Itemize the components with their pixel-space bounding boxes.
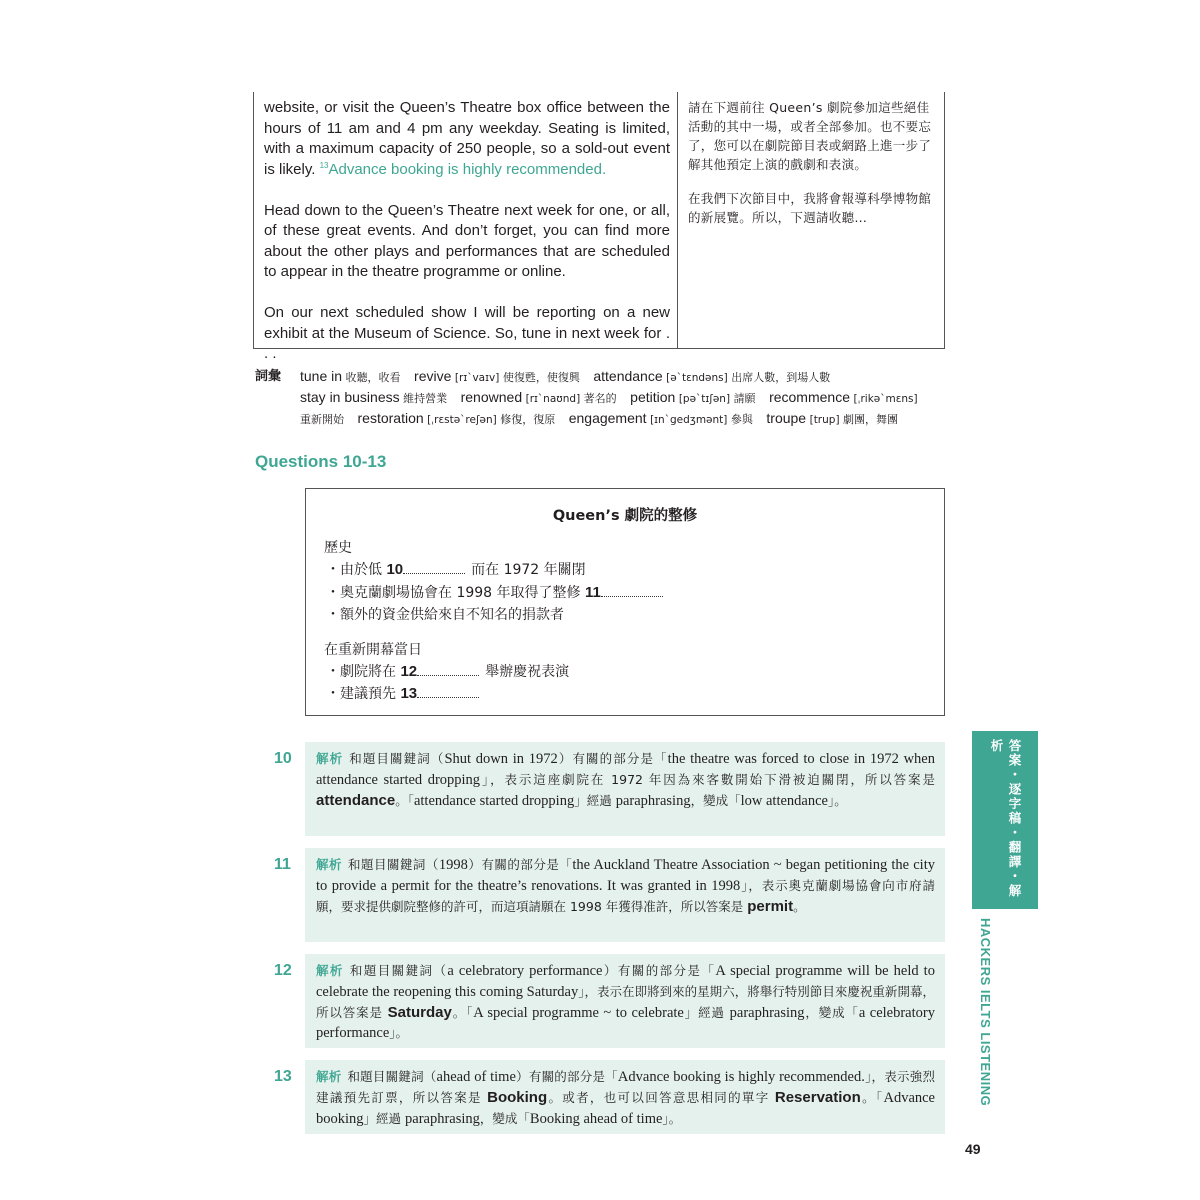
transcript-english: [264, 98, 670, 385]
vocab-phon: [ˌrikəˋmɛns]: [853, 393, 918, 405]
left-border: [253, 92, 254, 348]
vocab-word: attendance: [593, 368, 663, 384]
vocab-word: revive: [414, 368, 452, 384]
explanation-text: Booking ahead of time: [529, 1110, 663, 1127]
note-item: ・額外的資金供給來自不知名的捐款者: [326, 607, 564, 623]
explanation-text: the theatre was forced to close in 1972 when attendance started dropping: [316, 751, 935, 788]
explanation-text: 和題目關鍵詞（: [347, 1069, 437, 1084]
vocab-word: recommence: [769, 389, 850, 405]
answer-blank[interactable]: [417, 663, 479, 676]
explanation-text: A special programme will be held to celebrate the reopening this coming Saturday: [316, 963, 935, 1000]
questions-heading: Questions 10-13: [255, 452, 387, 471]
reopen-label: 在重新開幕當日: [324, 642, 422, 658]
book-title: HACKERS IELTS LISTENING: [978, 918, 993, 1107]
marker-13: 13: [319, 160, 329, 170]
explanation-text: 。「: [451, 1004, 474, 1020]
explanation-text: ，變成「: [804, 1004, 859, 1020]
translation-paragraph: 在我們下次節目中，我將會報導科學博物館的新展覽。所以，下週請收聽…: [688, 191, 932, 225]
vocab-def: 參與: [730, 413, 753, 426]
vocab-line: [300, 388, 960, 409]
vocab-word: stay in business: [300, 389, 400, 405]
explanation-text: Advance booking: [316, 1089, 935, 1127]
explanation-text: low attendance: [740, 792, 828, 809]
transcript-paragraph: On our next scheduled show I will be reporting on a new exhibit at the Museum of Science. So, tune in next week for . . .: [264, 304, 670, 362]
explanation-text: 」，表示強烈建議預先訂票，所以答案是: [316, 1069, 935, 1105]
vocab-def: 修復，復原: [500, 413, 556, 426]
explanation-text: the Auckland Theatre Association ~ began petitioning the city to provide a permit for the theatre’s renovations. It was granted in 1998: [316, 857, 935, 894]
explanation-text: 。或者，也可以回答意思相同的單字: [547, 1089, 775, 1105]
explanation-text: 」經過: [683, 1004, 730, 1020]
vocab-word: restoration: [357, 410, 424, 426]
answer-word: Saturday: [387, 1003, 452, 1021]
answer-blank[interactable]: [417, 685, 479, 698]
explanation-text: ，變成「: [690, 792, 741, 808]
question-number: 10: [274, 750, 292, 767]
explanation-text: ）有關的部分是「: [557, 751, 668, 766]
explanation-text: 」經過: [574, 792, 616, 808]
answer-blank[interactable]: [403, 561, 465, 574]
translation-paragraph: 請在下週前往 Queen’s 劇院參加這些絕佳活動的其中一場，或者全部參加。也不要忘了，您可以在劇院節目表或網路上進一步了解其他預定上演的戲劇和表演。: [688, 100, 932, 172]
section-tab-label: 答案・逐字稿・翻譯・解析: [989, 739, 1022, 899]
vocab-def: 重新開始: [300, 413, 344, 426]
notes-title: Queen’s 劇院的整修: [552, 508, 698, 524]
vocab-def: 著名的: [583, 392, 617, 405]
right-border: [944, 92, 945, 348]
explanation-text: paraphrasing: [615, 792, 691, 809]
explanation-block: [305, 1060, 945, 1134]
vocab-def: 請願: [733, 392, 756, 405]
explanation-text: paraphrasing: [405, 1110, 480, 1127]
transcript-chinese: [688, 98, 938, 242]
explanation-block: [305, 954, 945, 1048]
section-tab: [972, 731, 1038, 909]
answer-blank[interactable]: [601, 584, 663, 597]
note-item: ・劇院將在 12 舉辦慶祝表演: [326, 663, 570, 680]
history-label: 歷史: [324, 540, 352, 556]
vocab-def: 劇團，舞團: [843, 413, 899, 426]
vocab-word: troupe: [766, 410, 807, 426]
vocab-def: 收聽，收看: [345, 371, 401, 384]
explanation-text: a celebratory performance: [316, 1004, 935, 1042]
explanation-text: 和題目關鍵詞（: [347, 857, 439, 872]
vocab-word: petition: [630, 389, 676, 405]
explanation-text: ）有關的部分是「: [467, 857, 573, 872]
explanation-text: 」，表示這座劇院在 1972 年因為來客數開始下滑被迫關閉，所以答案是: [480, 771, 935, 787]
answer-word: Reservation: [774, 1088, 861, 1106]
vocab-phon: [trup]: [809, 414, 840, 426]
vocab-word: renowned: [460, 389, 523, 405]
explanation-text: 和題目關鍵詞（: [349, 963, 448, 978]
explanation-text: 」，表示在即將到來的星期六，將舉行特別節目來慶祝重新開幕，所以答案是: [316, 983, 935, 1020]
vocab-def: 維持營業: [403, 392, 448, 405]
note-item: ・奧克蘭劇場協會在 1998 年取得了整修 11: [326, 582, 669, 602]
explanation-text: Advance booking is highly recommended.: [617, 1069, 865, 1085]
explanation-text: 。「: [860, 1089, 884, 1105]
note-item: ・建議預先 13: [326, 683, 485, 703]
explanation-text: 。「: [395, 792, 414, 808]
explanation-text: 。: [793, 898, 806, 914]
vocab-phon: [pəˋtɪʃən]: [678, 393, 731, 405]
notes-box: [305, 488, 945, 716]
explanation-tag: 解析: [316, 1069, 342, 1084]
explanation-text: a celebratory performance: [447, 963, 603, 979]
explanation-tag: 解析: [316, 751, 344, 766]
transcript-paragraph: website, or visit the Queen’s Theatre box office between the hours of 11 am and 4 pm any weekday. Seating is limited, with a maximum capacity of 250 people, so a sold-out event is likely. $^{13}$Advance booking is highly recommended.: [264, 99, 670, 178]
column-divider: [677, 92, 678, 348]
explanation-text: ）有關的部分是「: [602, 963, 716, 978]
vocab-phon: [rɪˋvaɪv]: [454, 372, 500, 384]
vocab-line: [300, 409, 960, 430]
answer-highlight: Advance booking is highly recommended.: [328, 160, 607, 178]
explanation-text: A special programme ~ to celebrate: [473, 1004, 684, 1021]
explanation-text: 」經過: [363, 1110, 406, 1126]
answer-word: Booking: [487, 1088, 548, 1106]
question-number: 11: [274, 856, 291, 873]
explanation-text: ，變成「: [479, 1110, 530, 1126]
explanation-text: 和題目關鍵詞（: [349, 751, 445, 766]
vocab-phon: [ˌrɛstəˋreʃən]: [427, 414, 497, 426]
explanation-text: attendance started dropping: [413, 792, 575, 809]
vocab-phon: [əˋtɛndəns]: [666, 372, 728, 384]
explanation-text: ）有關的部分是「: [515, 1069, 618, 1084]
explanation-text: 」。: [389, 1025, 409, 1041]
explanation-text: 1998: [438, 857, 468, 873]
question-number: 12: [274, 962, 292, 979]
vocab-line: [300, 367, 960, 388]
vocab-def: 出席人數，到場人數: [731, 371, 831, 384]
explanation-tag: 解析: [316, 963, 344, 978]
vocab-phon: [rɪˋnaʊnd]: [525, 393, 581, 405]
answer-word: permit: [747, 897, 794, 915]
explanation-text: paraphrasing: [729, 1004, 805, 1021]
explanation-text: ahead of time: [436, 1069, 516, 1085]
explanation-block: [305, 742, 945, 836]
explanation-text: Shut down in 1972: [444, 751, 558, 767]
vocab-label: 詞彙: [255, 369, 282, 384]
question-number: 13: [274, 1068, 292, 1085]
explanation-block: [305, 848, 945, 942]
transcript-box: [253, 92, 945, 362]
vocab-def: 使復甦，使復興: [502, 371, 580, 384]
transcript-paragraph: Head down to the Queen’s Theatre next week for one, or all, of these great events. And don’t forget, you can find more about the other plays and performances that are scheduled to appear in the theatre programme or online.: [264, 201, 670, 280]
note-item: ・由於低 10 而在 1972 年關閉: [326, 561, 586, 578]
vocab-phon: [ɪnˋgedʒmənt]: [650, 414, 728, 426]
explanation-tag: 解析: [316, 857, 342, 872]
explanation-text: 」，表示奧克蘭劇場協會向市府請願，要求提供劇院整修的許可，而這項請願在 1998 年獲得准許，所以答案是: [316, 877, 935, 914]
vocab-word: tune in: [300, 368, 343, 384]
explanation-text: 」。: [827, 792, 847, 808]
explanation-text: 」。: [662, 1110, 682, 1126]
vocab-word: engagement: [568, 410, 647, 426]
answer-word: attendance: [316, 791, 396, 809]
page-number: 49: [965, 1141, 981, 1157]
